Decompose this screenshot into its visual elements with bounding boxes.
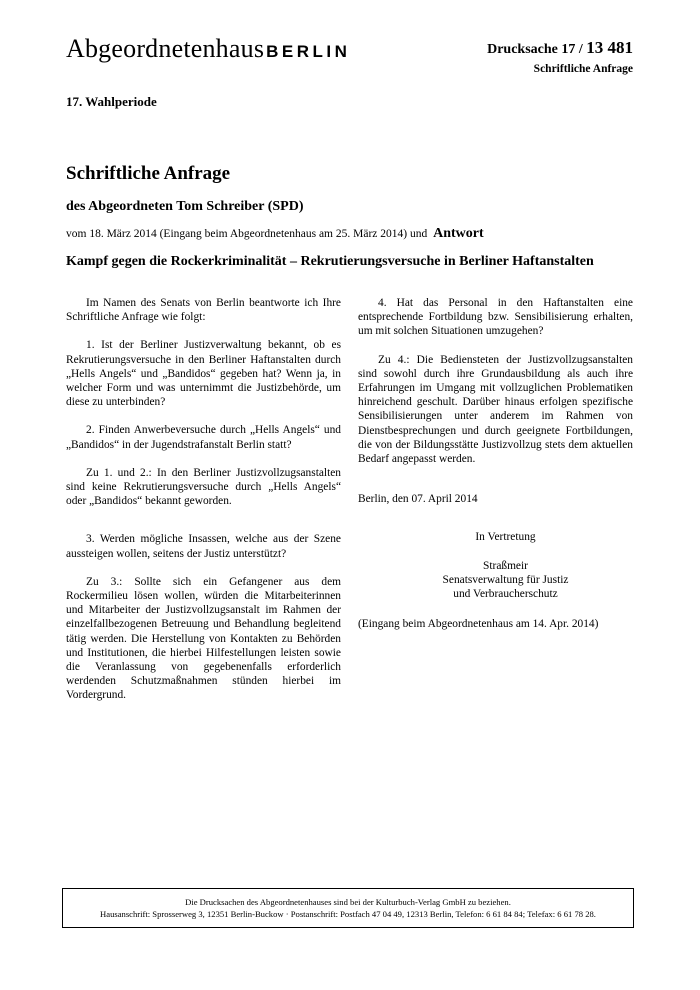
- footer-line-2: Hausanschrift: Sprosserweg 3, 12351 Berlin-Buckow · Postanschrift: Postfach 47 04 49, 12313 Berlin, Telefon: 6 61 84 84; Telefax: 6 61 78 28.: [100, 909, 596, 919]
- drucksache-kind: Schriftliche Anfrage: [533, 63, 633, 75]
- answer-label: Antwort: [433, 226, 484, 241]
- answer-1-2: Zu 1. und 2.: In den Berliner Justizvollzugsanstalten sind keine Rekrutierungsversuche durch „Hells Angels“ oder „Bandidos“ bekannt geworden.: [66, 466, 341, 508]
- document-type-heading: Schriftliche Anfrage: [66, 163, 231, 184]
- date-text: vom 18. März 2014 (Eingang beim Abgeordnetenhaus am 25. März 2014) und: [66, 228, 428, 240]
- parliament-name: Abgeordnetenhaus: [66, 34, 265, 63]
- intro-paragraph: Im Namen des Senats von Berlin beantworte ich Ihre Schriftliche Anfrage wie folgt:: [66, 297, 341, 324]
- receipt-line: (Eingang beim Abgeordnetenhaus am 14. Apr. 2014): [358, 618, 599, 631]
- signature-block: [358, 530, 633, 601]
- question-2: 2. Finden Anwerbeversuche durch „Hells Angels“ und „Bandidos“ in der Jugendstrafanstalt Berlin statt?: [66, 424, 341, 451]
- question-1: 1. Ist der Berliner Justizverwaltung bekannt, ob es Rekrutierungsversuche in den Berliner Haftanstalten durch „Hells Angels“ und „Bandidos“ gegeben hat? Wenn ja, in welcher Form und was unternimmt die Justizbehörde, um diese zu unterbinden?: [66, 339, 341, 409]
- signature-dept-1: Senatsverwaltung für Justiz: [442, 573, 569, 586]
- subject-heading: Kampf gegen die Rockerkriminalität – Rekrutierungsversuche in Berliner Haftanstalten: [66, 254, 594, 269]
- left-column: [66, 296, 341, 717]
- drucksache-block: [487, 38, 633, 75]
- signature-name: Straßmeir: [483, 559, 528, 572]
- parliament-header: [66, 34, 350, 64]
- signature-vertretung: In Vertretung: [475, 531, 536, 544]
- author-line: des Abgeordneten Tom Schreiber (SPD): [66, 199, 304, 214]
- date-line: [66, 226, 484, 242]
- signature-dept-2: und Verbraucherschutz: [453, 588, 558, 601]
- drucksache-prefix: Drucksache 17 /: [487, 42, 583, 57]
- footer-line-1: Die Drucksachen des Abgeordnetenhauses sind bei der Kulturbuch-Verlag GmbH zu beziehen.: [185, 897, 511, 907]
- place-date: Berlin, den 07. April 2014: [358, 493, 478, 506]
- footer-box: [62, 888, 634, 928]
- answer-4: Zu 4.: Die Bediensteten der Justizvollzugsanstalten sind sowohl durch ihre Grundausbildung als auch ihre Erfahrungen im Umgang mit vollzuglichen Problematiken hinreichend geschult. Darüber hinaus erfolgen spezifische Sensibilisierungen unter anderem im Rahmen von Dienstbesprechungen und durch geeignete Fortbildungen, die von der Bildungsstätte Justizvollzug stets dem aktuellen Bedarf angepasst werden.: [358, 353, 633, 466]
- wahlperiode: 17. Wahlperiode: [66, 94, 157, 109]
- drucksache-number: 13 481: [586, 38, 633, 57]
- question-3: 3. Werden mögliche Insassen, welche aus der Szene aussteigen wollen, seitens der Justiz unterstützt?: [66, 533, 341, 560]
- question-4: 4. Hat das Personal in den Haftanstalten eine entsprechende Fortbildung bzw. Sensibilisierung erhalten, um mit solchen Situationen umzugehen?: [358, 297, 633, 338]
- parliament-city: BERLIN: [266, 42, 351, 61]
- right-column: [358, 296, 633, 645]
- answer-3: Zu 3.: Sollte sich ein Gefangener aus dem Rockermilieu lösen wollen, würden die Mitarbeiterinnen und Mitarbeiter der Justizvollzugsanstalt im Rahmen der einzelfallbezogenen Betreuung und Behandlung begleitend tätig werden. Die Herstellung von Kontakten zu Behörden und Institutionen, die hierbei Hilfestellungen leisten sowie die Veranlassung von gegebenenfalls erforderlich werdenden Schutzmaßnahmen stünden hierbei im Vordergrund.: [66, 575, 341, 702]
